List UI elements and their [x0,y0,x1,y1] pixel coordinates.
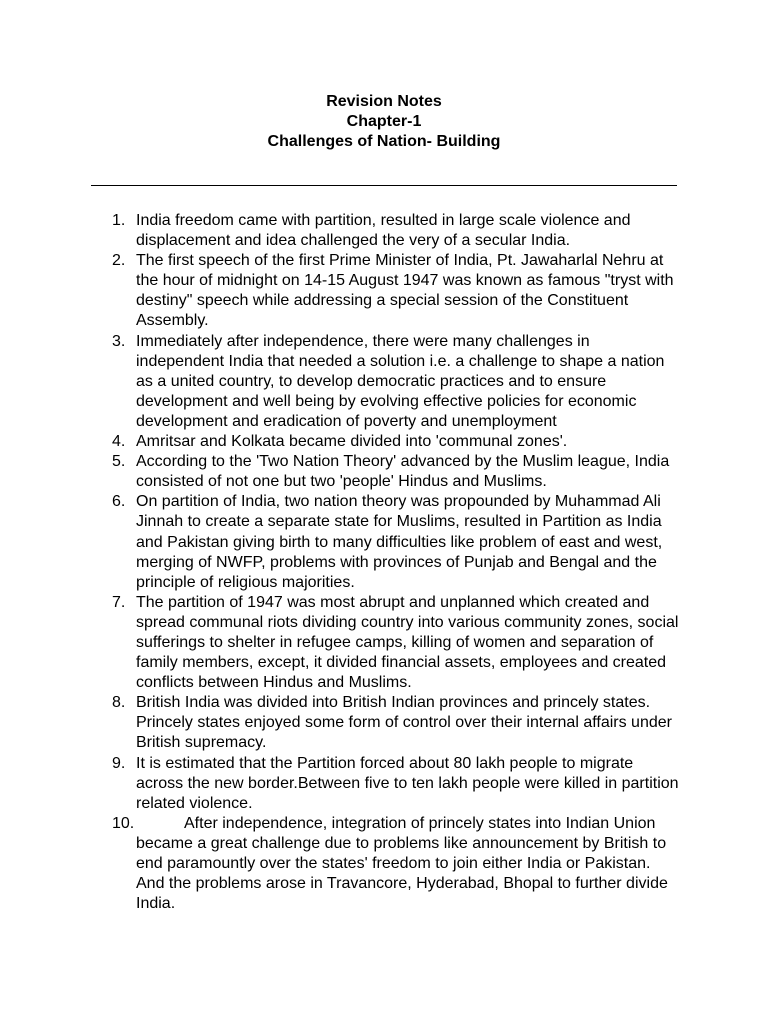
title-line-3: Challenges of Nation- Building [267,133,501,150]
notes-list [0,211,768,914]
list-item [0,251,682,331]
list-item [0,211,682,251]
list-item [0,593,682,693]
list-item-text: It is estimated that the Partition forced about 80 lakh people to migrate across the new border.Between five to ten lakh people were killed in partition related violence. [136,754,679,812]
list-item-number: 8. [112,694,126,712]
list-item [0,814,682,914]
list-item [0,432,682,452]
list-item-number: 2. [112,252,126,270]
list-item-number: 7. [112,593,126,611]
list-item-text: India freedom came with partition, resulted in large scale violence and displacement and idea challenged the very of a secular India. [136,212,631,250]
list-item-text: According to the 'Two Nation Theory' advanced by the Muslim league, India consisted of not one but two 'people' Hindus and Muslims. [136,453,670,491]
list-item-text: British India was divided into British Indian provinces and princely states. Princely states enjoyed some form of control over their internal affairs under British supremacy. [136,694,672,752]
list-item-text: Immediately after independence, there were many challenges in independent India that needed a solution i.e. a challenge to shape a nation as a united country, to develop democratic practices and to ensure development and well being by evolving effective policies for economic development and eradication of poverty and unemployment [136,332,665,430]
list-item-number: 9. [112,754,126,772]
title-line-1: Revision Notes [326,93,442,110]
title-line-2: Chapter-1 [346,113,422,130]
list-item-number: 3. [112,332,126,350]
list-item-number: 1. [112,212,126,229]
list-item-number: 4. [112,433,126,451]
list-item [0,492,682,592]
list-item-text: After independence, integration of princely states into Indian Union became a great challenge due to problems like announcement by British to end paramountly over the states' freedom to join either India or Pakistan. And the problems arose in Travancore, Hyderabad, Bhopal to further divide India. [136,814,668,913]
horizontal-rule [91,185,677,186]
list-item [0,332,682,432]
list-item-text: Amritsar and Kolkata became divided into 'communal zones'. [136,433,568,451]
list-item-text: The partition of 1947 was most abrupt and unplanned which created and spread communal riots dividing country into various community zones, social sufferings to shelter in refugee camps, killing of women and separation of family members, except, it divided financial assets, employees and created conflicts between Hindus and Muslims. [136,593,679,692]
list-item-number: 6. [112,493,126,511]
list-item-number: 10. [112,814,135,832]
list-item [0,452,682,492]
list-item [0,754,682,814]
list-item-text: The first speech of the first Prime Minister of India, Pt. Jawaharlal Nehru at the hour of midnight on 14-15 August 1947 was known as famous "tryst with destiny" speech while addressing a special session of the Constituent Assembly. [136,252,674,330]
list-item-text: On partition of India, two nation theory was propounded by Muhammad Ali Jinnah to create a separate state for Muslims, resulted in Partition as India and Pakistan giving birth to many difficulties like problem of east and west, merging of NWFP, problems with provinces of Punjab and Bengal and the principle of religious majorities. [136,493,663,591]
document-title [0,92,768,152]
list-item [0,693,682,753]
list-item-number: 5. [112,453,126,471]
